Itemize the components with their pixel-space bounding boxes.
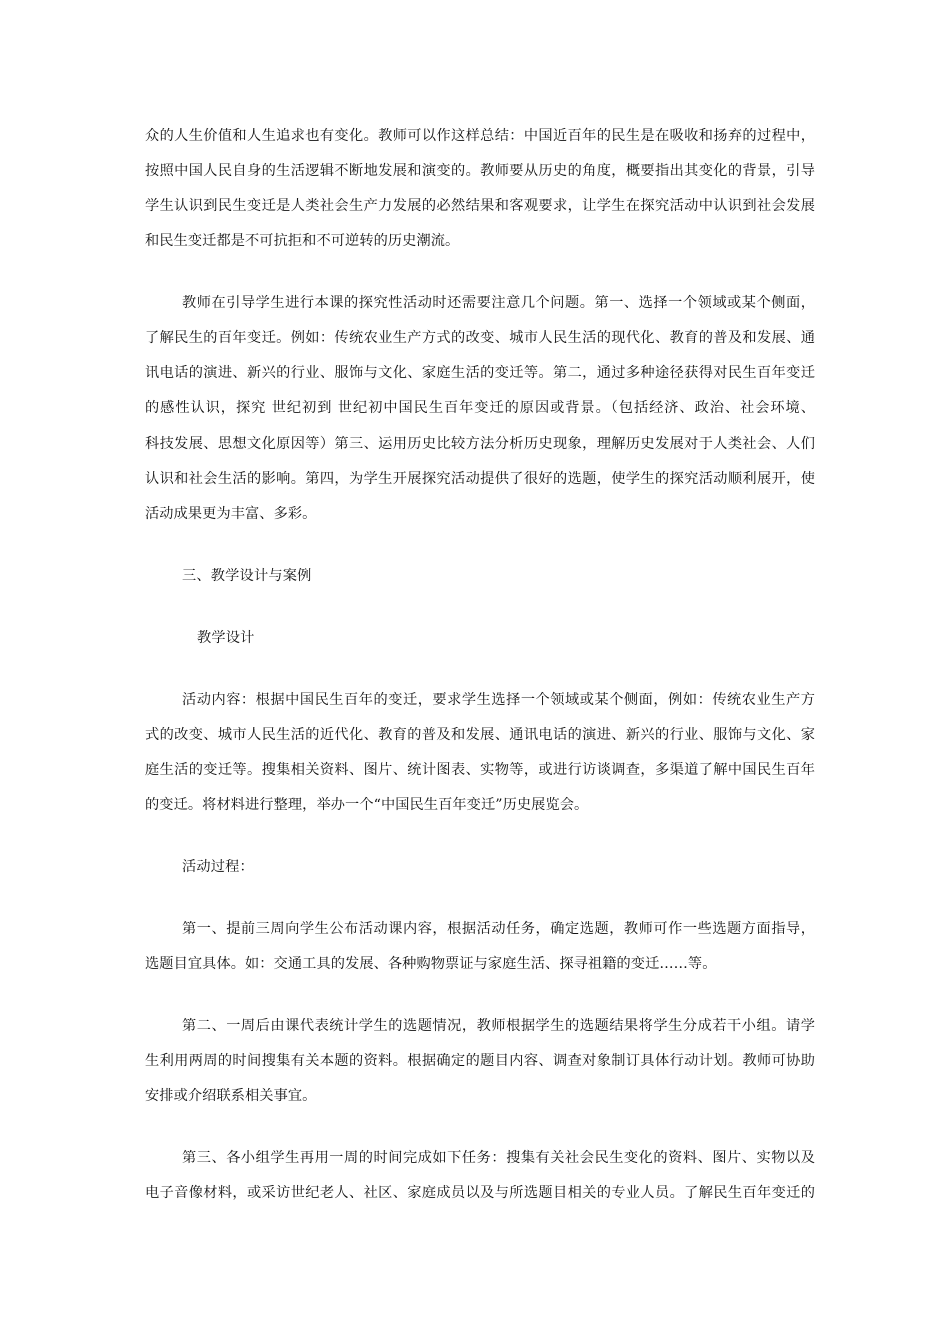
subsection-heading: 教学设计: [197, 630, 255, 646]
paragraph-line: 第二、一周后由课代表统计学生的选题情况，教师根据学生的选题结果将学生分成若干小组。请学: [182, 1018, 815, 1034]
process-heading: 活动过程：: [182, 859, 254, 875]
paragraph-line: 和民生变迁都是不可抗拒和不可逆转的历史潮流。: [145, 233, 460, 249]
paragraph-line: 电子音像材料，或采访世纪老人、社区、家庭成员以及与所选题目相关的专业人员。了解民生百年变迁的: [145, 1185, 815, 1201]
paragraph-line: 庭生活的变迁等。搜集相关资料、图片、统计图表、实物等，或进行访谈调查，多渠道了解中国民生百年: [145, 762, 815, 778]
paragraph-line: 生利用两周的时间搜集有关本题的资料。根据确定的题目内容、调查对象制订具体行动计划。教师可协助: [145, 1053, 815, 1069]
paragraph-line: 众的人生价值和人生追求也有变化。教师可以作这样总结：中国近百年的民生是在吸收和扬弃的过程中，: [145, 128, 815, 144]
paragraph-line: 的变迁。将材料进行整理，举办一个“中国民生百年变迁”历史展览会。: [145, 797, 589, 813]
section-heading: 三、教学设计与案例: [182, 568, 312, 584]
paragraph-line: 的感性认识，探究 世纪初到 世纪初中国民生百年变迁的原因或背景。（包括经济、政治、社会环境、: [145, 400, 815, 416]
paragraph-line: 讯电话的演进、新兴的行业、服饰与文化、家庭生活的变迁等。第二，通过多种途径获得对民生百年变迁: [145, 365, 815, 381]
paragraph-line: 选题目宜具体。如：交通工具的发展、各种购物票证与家庭生活、探寻祖籍的变迁……等。: [145, 956, 717, 972]
paragraph-line: 按照中国人民自身的生活逻辑不断地发展和演变的。教师要从历史的角度，概要指出其变化的背景，引导: [145, 163, 815, 179]
paragraph-line: 认识和社会生活的影响。第四，为学生开展探究活动提供了很好的选题，使学生的探究活动顺利展开，使: [145, 471, 815, 487]
paragraph-line: 活动内容：根据中国民生百年的变迁，要求学生选择一个领域或某个侧面，例如：传统农业生产方: [182, 692, 815, 708]
paragraph-line: 第三、各小组学生再用一周的时间完成如下任务：搜集有关社会民生变化的资料、图片、实物以及: [182, 1150, 815, 1166]
paragraph-line: 教师在引导学生进行本课的探究性活动时还需要注意几个问题。第一、选择一个领域或某个侧面，: [182, 295, 815, 311]
paragraph-line: 安排或介绍联系相关事宜。: [145, 1088, 317, 1104]
paragraph-line: 活动成果更为丰富、多彩。: [145, 506, 317, 522]
paragraph-line: 了解民生的百年变迁。例如：传统农业生产方式的改变、城市人民生活的现代化、教育的普及和发展、通: [145, 330, 815, 346]
paragraph-line: 学生认识到民生变迁是人类社会生产力发展的必然结果和客观要求，让学生在探究活动中认识到社会发展: [145, 198, 815, 214]
paragraph-line: 式的改变、城市人民生活的近代化、教育的普及和发展、通讯电话的演进、新兴的行业、服饰与文化、家: [145, 727, 815, 743]
paragraph-line: 科技发展、思想文化原因等）第三、运用历史比较方法分析历史现象，理解历史发展对于人类社会、人们: [145, 436, 815, 452]
paragraph-line: 第一、提前三周向学生公布活动课内容，根据活动任务，确定选题，教师可作一些选题方面指导，: [182, 921, 815, 937]
